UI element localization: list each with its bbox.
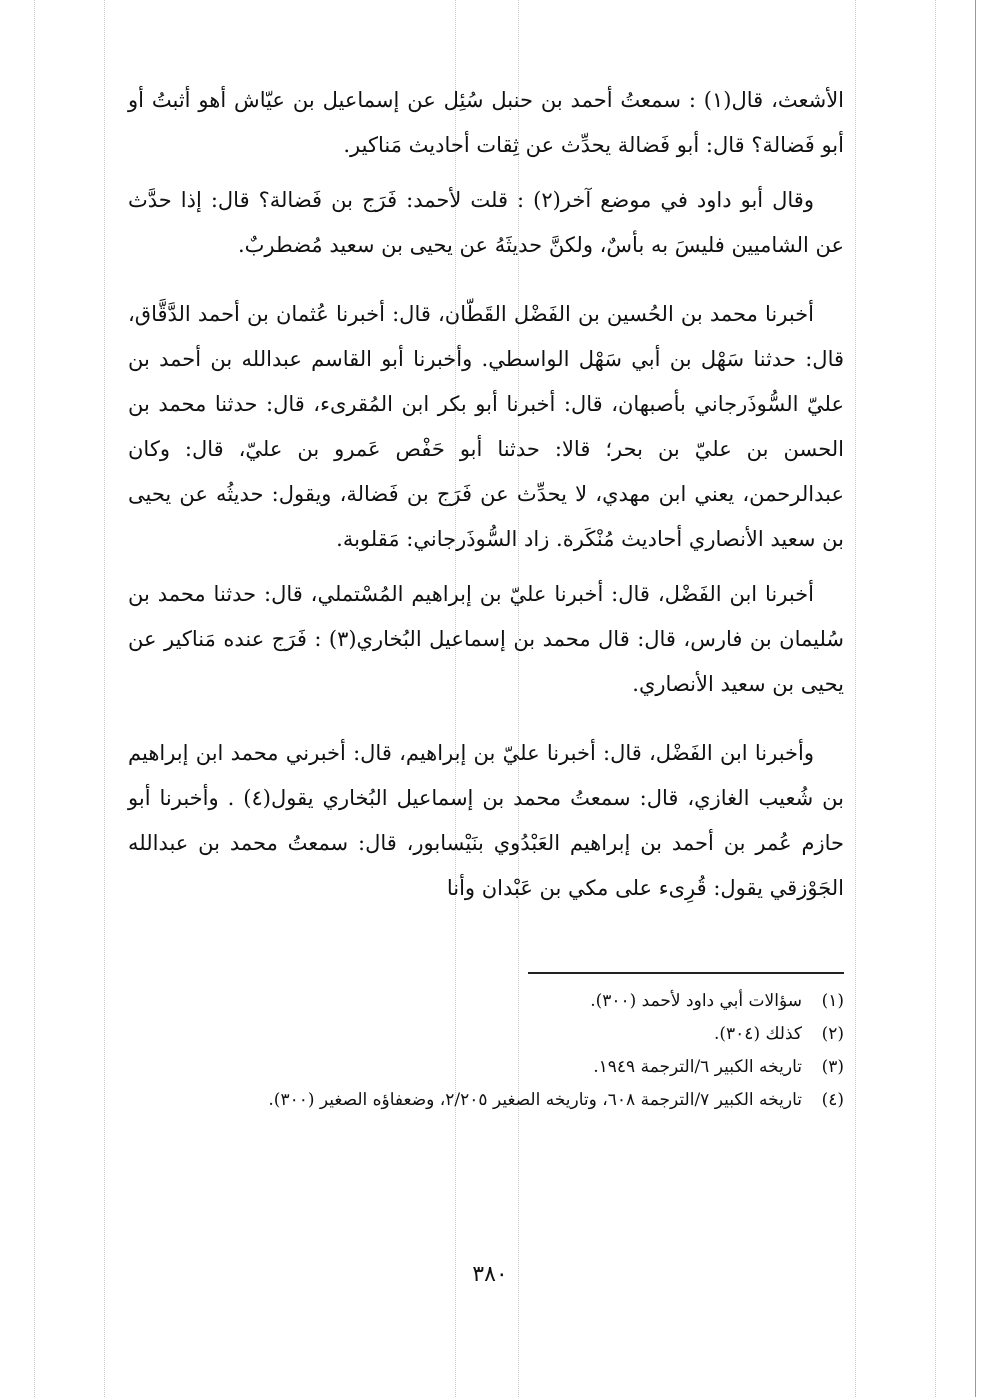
paragraph: وأخبرنا ابن الفَضْل، قال: أخبرنا عليّ بن إبراهيم، قال: أخبرني محمد ابن إبراهيم بن شُعيب الغازي، قال: سمعتُ محمد بن إسماعيل البُخاري يقول(٤) . وأخبرنا أبو حازم عُمر بن أحمد بن إبراهيم العَبْدُوي بنَيْسابور، قال: سمعتُ محمد بن عبدالله الجَوْزقي يقول: قُرِىء على مكي بن عَبْدان وأنا <box>128 741 844 900</box>
paragraph: أخبرنا محمد بن الحُسين بن الفَضْل القَطّان، قال: أخبرنا عُثمان بن أحمد الدَّقَّاق، قال: حدثنا سَهْل بن أبي سَهْل الواسطي. وأخبرنا أبو القاسم عبدالله بن أحمد بن عليّ السُّوذَرجاني بأصبهان، قال: أخبرنا أبو بكر ابن المُقرىء، قال: حدثنا محمد بن الحسن بن عليّ بن بحر؛ قالا: حدثنا أبو حَفْص عَمرو بن عليّ، قال: وكان عبدالرحمن، يعني ابن مهدي، لا يحدِّث عن فَرَج بن فَضالة، ويقول: حديثُه عن يحيى بن سعيد الأنصاري أحاديث مُنْكَرة. زاد السُّوذَرجاني: مَقلوبة. <box>128 302 844 551</box>
scan-guide-line <box>855 0 856 1397</box>
footnote-number: (١) <box>821 991 844 1011</box>
page-number: ٣٨٠ <box>472 1262 508 1287</box>
paragraph: أخبرنا ابن الفَضْل، قال: أخبرنا عليّ بن إبراهيم المُسْتملي، قال: حدثنا محمد بن سُليمان بن فارس، قال: قال محمد بن إسماعيل البُخاري(٣) : فَرَج عنده مَناكير عن يحيى بن سعيد الأنصاري. <box>128 582 845 696</box>
footnote-item <box>128 1084 844 1117</box>
footnote-text: كذلك (٣٠٤). <box>713 1024 802 1044</box>
scan-guide-line <box>935 0 936 1397</box>
footnotes <box>128 985 844 1117</box>
footnote-separator <box>528 972 844 974</box>
paragraph: الأشعث، قال(١) : سمعتُ أحمد بن حنبل سُئِل عن إسماعيل بن عيّاش أهو أثبتُ أو أبو فَضالة؟ قال: أبو فَضالة يحدِّث عن ثِقات أحاديث مَناكير. <box>128 88 845 157</box>
footnote-item <box>128 1051 844 1084</box>
scan-guide-line <box>104 0 105 1397</box>
footnote-item <box>128 985 844 1018</box>
footnote-number: (٤) <box>821 1090 844 1110</box>
footnote-number: (٣) <box>821 1057 844 1077</box>
scan-guide-line <box>34 0 35 1397</box>
paragraph: وقال أبو داود في موضع آخر(٢) : قلت لأحمد: فَرَج بن فَضالة؟ قال: إذا حدَّث عن الشاميين فليسَ به بأسٌ، ولكنَّ حديثَهُ عن يحيى بن سعيد مُضطربٌ. <box>128 188 844 257</box>
footnote-item <box>128 1018 844 1051</box>
footnote-number: (٢) <box>821 1024 844 1044</box>
page-edge-line <box>975 0 976 1397</box>
footnote-text: تاريخه الكبير ٦/الترجمة ١٩٤٩. <box>593 1057 802 1077</box>
footnote-text: تاريخه الكبير ٧/الترجمة ٦٠٨، وتاريخه الصغير ٢/٢٠٥، وضعفاؤه الصغير (٣٠٠). <box>268 1090 802 1110</box>
footnote-text: سؤالات أبي داود لأحمد (٣٠٠). <box>590 991 802 1011</box>
main-text <box>128 78 844 911</box>
